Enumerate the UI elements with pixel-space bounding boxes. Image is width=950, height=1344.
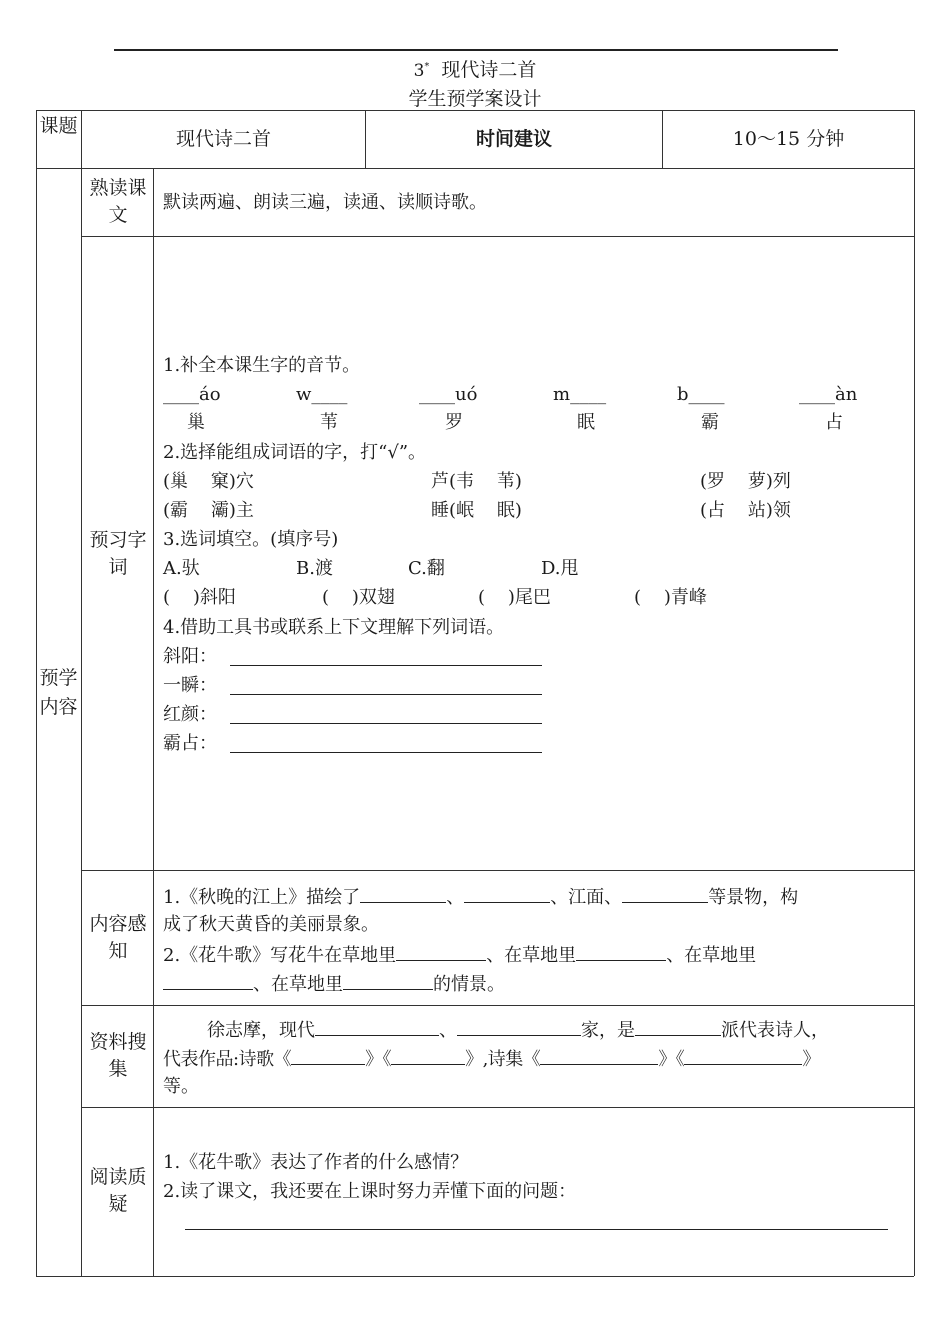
- lesson-title: 现代诗二首: [441, 59, 537, 81]
- time-value: 10～15 分钟: [732, 128, 845, 150]
- topic-label-text: 课题: [39, 115, 78, 137]
- q2-option: (巢 窠)穴: [163, 471, 254, 492]
- fill-blank: [291, 1046, 365, 1065]
- pinyin-item: m____: [553, 384, 607, 405]
- text-part: 的情景。: [433, 974, 505, 995]
- text-part: 2.《花牛歌》写花牛在草地里: [163, 945, 397, 966]
- text-part: 代表作品:诗歌《: [163, 1049, 292, 1070]
- table-col-divider: [153, 168, 154, 1276]
- question-item: 2.读了课文，我还要在上课时努力弄懂下面的问题：: [163, 1181, 577, 1202]
- table-row-divider: [36, 168, 914, 169]
- pinyin-item: ____áo: [163, 384, 221, 405]
- preview-q4: 4.借助工具书或联系上下文理解下列词语。: [163, 617, 505, 638]
- perception-line: [163, 884, 798, 910]
- reading-label: 熟读课文: [89, 177, 147, 226]
- q2-option: 睡(岷 眠): [431, 500, 522, 521]
- perception-label: 内容感知: [89, 913, 147, 962]
- topic-label: [38, 113, 79, 140]
- text-part: 、在草地里: [666, 945, 757, 966]
- lesson-star: *: [424, 60, 430, 72]
- text-part: 》,诗集《: [465, 1049, 541, 1070]
- material-line: 等。: [163, 1076, 199, 1097]
- q3-option: D.甩: [541, 558, 579, 579]
- answer-line: [185, 1229, 888, 1230]
- fill-blank: [635, 1017, 721, 1036]
- fill-blank: [464, 884, 550, 903]
- text-part: 家，是: [581, 1020, 635, 1041]
- time-label: 时间建议: [475, 128, 552, 150]
- char-item: 霸: [701, 412, 719, 433]
- text-part: 1.《秋晚的江上》描绘了: [163, 887, 361, 908]
- text-part: 徐志摩，现代: [207, 1020, 315, 1041]
- q2-option: (罗 萝)列: [700, 471, 791, 492]
- perception-line: [163, 942, 756, 968]
- text-part: 》: [802, 1049, 820, 1070]
- text-part: 、在草地里: [486, 945, 577, 966]
- fill-blank: [540, 1046, 658, 1065]
- fill-blank: [391, 1046, 465, 1065]
- table-col-divider: [81, 110, 82, 1276]
- answer-line: [230, 723, 542, 724]
- q3-fill: ( )尾巴: [478, 587, 551, 608]
- fill-blank: [396, 942, 486, 961]
- q3-option: B.渡: [296, 558, 333, 579]
- table-row-divider: [81, 236, 914, 237]
- q4-word: 斜阳：: [163, 646, 217, 667]
- table-row-divider: [81, 870, 914, 871]
- answer-line: [230, 752, 542, 753]
- perception-line: [163, 971, 505, 997]
- char-item: 巢: [187, 412, 205, 433]
- text-part: 、: [446, 887, 465, 908]
- preview-label: 预习字词: [89, 529, 147, 578]
- fill-blank: [684, 1046, 802, 1065]
- table-border-right: [914, 110, 915, 1276]
- reading-text: 默读两遍、朗读三遍，读通、读顺诗歌。: [163, 192, 487, 213]
- fill-blank: [163, 971, 253, 990]
- char-item: 占: [825, 412, 843, 433]
- header-rule: [114, 49, 838, 51]
- q3-fill: ( )青峰: [634, 587, 707, 608]
- fill-blank: [576, 942, 666, 961]
- table-border-left: [36, 110, 37, 1276]
- answer-line: [230, 665, 542, 666]
- material-label: 资料搜集: [89, 1031, 147, 1080]
- q3-option: A.驮: [163, 558, 200, 579]
- material-line: [163, 1046, 820, 1072]
- text-part: 派代表诗人，: [721, 1020, 829, 1041]
- q4-word: 一瞬：: [163, 675, 217, 696]
- topic-value: 现代诗二首: [175, 128, 271, 150]
- perception-line: 成了秋天黄昏的美丽景象。: [163, 914, 379, 935]
- page-subtitle: 学生预学案设计: [408, 88, 542, 110]
- pinyin-item: w____: [296, 384, 348, 405]
- q4-word: 红颜：: [163, 704, 217, 725]
- pinyin-item: ____àn: [799, 384, 858, 405]
- pinyin-item: b____: [677, 384, 725, 405]
- fill-blank: [360, 884, 446, 903]
- table-row-divider: [81, 1005, 914, 1006]
- preview-q2: 2.选择能组成词语的字，打“√”。: [163, 442, 427, 463]
- text-part: 、: [439, 1020, 457, 1041]
- q2-option: (占 站)领: [700, 500, 791, 521]
- text-part: 等景物，构: [708, 887, 799, 908]
- char-item: 罗: [445, 412, 463, 433]
- text-part: 、江面、: [550, 887, 623, 908]
- question-item: 1.《花牛歌》表达了作者的什么感情？: [163, 1152, 469, 1173]
- text-part: 、在草地里: [253, 974, 343, 995]
- fill-blank: [457, 1017, 581, 1036]
- preview-q3: 3.选词填空。(填序号): [163, 529, 339, 550]
- table-border-top: [36, 110, 914, 111]
- main-section-label: 预学内容: [39, 667, 78, 718]
- q3-option: C.翻: [408, 558, 445, 579]
- questions-label: 阅读质疑: [89, 1166, 147, 1215]
- preview-q1: 1.补全本课生字的音节。: [163, 355, 361, 376]
- char-item: 苇: [320, 412, 338, 433]
- table-border-bottom: [36, 1276, 914, 1277]
- page-title: [0, 55, 950, 82]
- table-row-divider: [81, 1107, 914, 1108]
- material-line: [207, 1017, 829, 1043]
- fill-blank: [315, 1017, 439, 1036]
- q3-fill: ( )斜阳: [163, 587, 236, 608]
- q2-option: (霸 灞)主: [163, 500, 254, 521]
- text-part: 》《: [658, 1049, 685, 1070]
- q2-option: 芦(韦 苇): [431, 471, 522, 492]
- pinyin-item: ____uó: [419, 384, 478, 405]
- answer-line: [230, 694, 542, 695]
- q4-word: 霸占：: [163, 733, 217, 754]
- lesson-number: 3: [413, 61, 425, 81]
- q3-fill: ( )双翅: [322, 587, 395, 608]
- char-item: 眠: [577, 412, 595, 433]
- fill-blank: [343, 971, 433, 990]
- text-part: 》《: [365, 1049, 392, 1070]
- fill-blank: [622, 884, 708, 903]
